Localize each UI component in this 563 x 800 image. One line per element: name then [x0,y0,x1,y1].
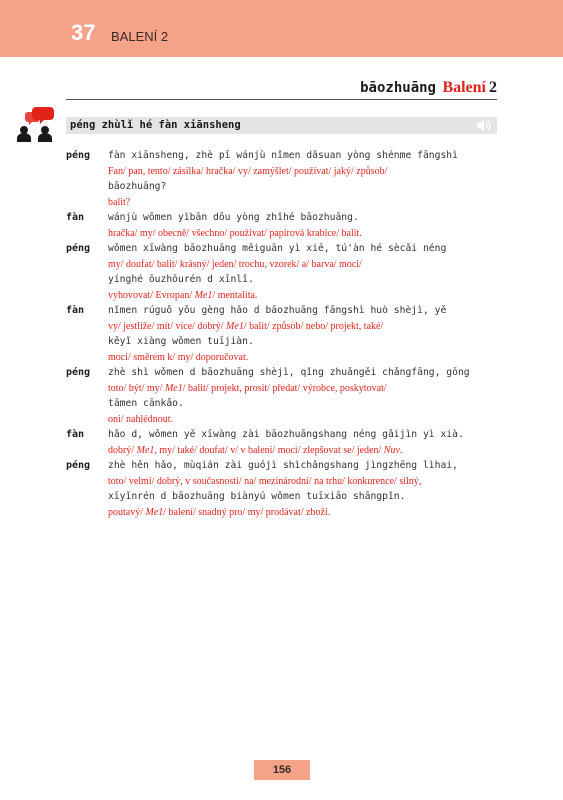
gloss-segment: poutavý/ [108,506,146,518]
czech-gloss-line [108,505,506,521]
grammar-marker: Me1 [226,320,244,332]
speaker-name: fàn [66,212,85,223]
pinyin-line: fàn xiānsheng, zhè pī wánjù nǐmen dǎsuan yòng shénme fāngshì [108,150,458,161]
pinyin-line: wǒmen xīwàng bāozhuāng měiguān yì xiē, tú'àn hé sècǎi néng [108,243,447,254]
czech-gloss-line [108,288,506,304]
gloss-segment: . [399,444,403,456]
dialogue-turn [66,148,506,210]
grammar-marker: Me1 [136,444,155,456]
czech-gloss-line: hračka/ my/ obecně/ všechno/ používat/ papírová krabice/ balit. [108,227,362,239]
czech-gloss-line: oni/ nahlédnout. [108,413,173,425]
pinyin-line: tāmen cānkǎo. [108,398,184,409]
speaker-name: fàn [66,429,85,440]
grammar-marker: Me1 [194,289,213,301]
gloss-segment: toto/ být/ my/ [108,382,165,394]
pinyin-line: zhè shì wǒmen d bāozhuāng shèjì, qǐng zhuǎngěi chǎngfāng, gōng [108,367,470,378]
page-number: 156 [254,760,310,780]
dialogue [66,148,506,520]
grammar-marker: Me1 [145,506,164,518]
pinyin-line: nǐmen rúguǒ yǒu gèng hǎo d bāozhuāng fāngshì huò shèjì, yě [108,305,447,316]
pinyin-line: bāozhuāng? [108,181,167,192]
gloss-segment: dobrý/ [108,444,137,456]
gloss-segment: / balení/ snadný pro/ my/ prodávat/ zboží. [163,506,331,518]
czech-gloss-line: toto/ velmi/ dobrý, v současnosti/ na/ mezinárodní/ na trhu/ konkurence/ silný, [108,475,422,487]
lesson-title-pinyin: bāozhuāng [360,80,436,96]
speaker-name: fàn [66,305,85,316]
pinyin-line: zhè hěn hǎo, mùqián zài guójì shìchǎngshang jìngzhēng lìhai, [108,460,458,471]
gloss-segment: vy/ jestliže/ mít/ více/ dobrý/ [108,320,227,332]
dialogue-turn [66,458,506,520]
czech-gloss-line [108,319,506,335]
lesson-title [66,78,497,100]
speaker-name: péng [66,243,91,254]
gloss-segment: vyhovovat/ Evropan/ [108,289,195,301]
czech-gloss-line: my/ doufat/ balit/ krásný/ jeden/ trochu, vzorek/ a/ barva/ moci/ [108,258,362,270]
speaker-icon[interactable] [475,118,493,133]
lesson-title-number: 2 [489,79,497,96]
gloss-segment: , my/ také/ doufat/ v/ v balení/ moci/ zlepšovat se/ jeden/ [154,444,384,456]
conversation-icon [14,104,58,142]
czech-gloss-line: Fan/ pan, tento/ zásilka/ hračka/ vy/ zamýšlet/ používat/ jaký/ způsob/ [108,165,388,177]
pinyin-line: xīyǐnrén d bāozhuāng biànyú wǒmen tuīxiāo shāngpǐn. [108,491,406,502]
pinyin-line: wánjù wǒmen yìbān dōu yòng zhǐhé bāozhuāng. [108,212,359,223]
dialogue-turn [66,210,506,241]
speaker-name: péng [66,460,91,471]
pinyin-line: kěyǐ xiàng wǒmen tuījiàn. [108,336,254,347]
grammar-marker: Nuv [383,444,400,456]
czech-gloss-line [108,443,506,459]
grammar-marker: Me1 [164,382,183,394]
chapter-number: 37 [71,20,96,45]
chapter-title: BALENÍ 2 [111,29,169,44]
chapter-header [0,0,563,57]
czech-gloss-line [108,381,506,397]
gloss-segment: / balit/ projekt, prosit/ předat/ výrobce, poskytovat/ [182,382,387,394]
pinyin-line: hǎo d, wǒmen yě xīwàng zài bāozhuāngshang néng gǎijìn yì xià. [108,429,464,440]
dialogue-turn [66,365,506,427]
speaker-name: péng [66,150,91,161]
pinyin-line: yínghé ōuzhōurén d xīnlǐ. [108,274,254,285]
gloss-segment: / balit/ způsob/ nebo/ projekt, také/ [243,320,384,332]
dialogue-turn [66,427,506,458]
speakers-names: péng zhùlǐ hé fàn xiānsheng [70,119,241,131]
czech-gloss-line: moci/ směrem k/ my/ doporučovat. [108,351,249,363]
czech-gloss-line: balit? [108,196,131,208]
dialogue-turn [66,303,506,365]
lesson-title-czech: Balení [442,79,486,96]
gloss-segment: / mentalita. [212,289,258,301]
speakers-bar [66,117,497,134]
dialogue-turn [66,241,506,303]
speaker-name: péng [66,367,91,378]
